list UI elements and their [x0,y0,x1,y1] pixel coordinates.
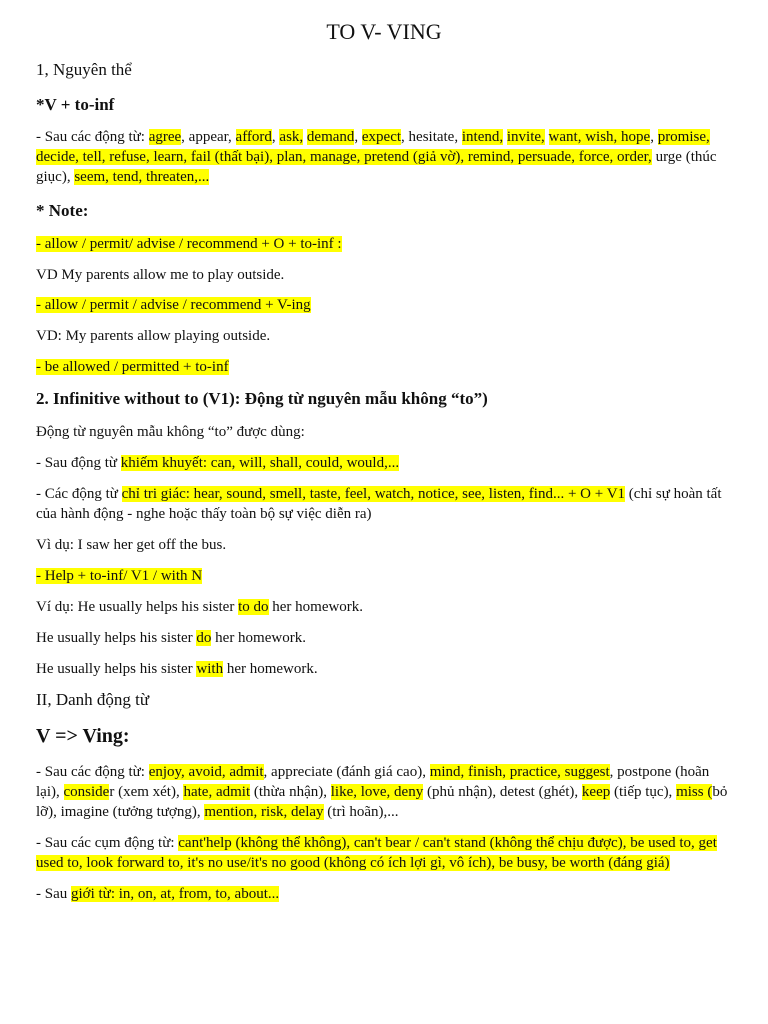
highlighted-text-run: intend, [461,129,504,145]
section-2-heading: 2. Infinitive without to (V1): Động từ nguyên mẫu không “to”) [36,389,488,408]
example-allow-to-inf: VD My parents allow me to play outside. [36,267,285,283]
help-example-to-do [36,597,728,617]
highlighted-text-run: hate, admit [183,784,251,800]
highlighted-text-run: chỉ tri giác: hear, sound, smell, taste, feel, watch, notice, see, listen, find... + O + V1 [121,486,626,502]
gerund-verbs-paragraph [36,762,728,822]
highlighted-text-run: seem, tend, threaten,... [74,169,210,185]
text-run: urge (thúc giục), [36,149,717,185]
modal-verbs-list: khiếm khuyết: can, will, shall, could, would,... [120,455,400,471]
highlighted-text-run: conside [63,784,110,800]
example-saw-her: Vì dụ: I saw her get off the bus. [36,537,227,553]
text-run: , [354,129,362,145]
help-example-highlight: to do [238,599,269,615]
text-run: (trì hoãn),... [323,804,399,820]
text-run: - Sau các động từ: [36,129,149,145]
modal-verbs-line [36,453,728,473]
highlighted-text-run: ask, [279,129,304,145]
note-rule-allow-to-inf-text: - allow / permit/ advise / recommend + O + to-inf : [36,236,342,252]
perception-verbs-paragraph [36,484,728,524]
help-rule [36,566,728,586]
text-run: r (xem xét), [109,784,184,800]
preposition-list: giới từ: in, on, at, from, to, about... [71,886,280,902]
highlighted-text-run: demand [306,129,355,145]
text-run: , postpone (hoãn lại), [36,764,710,800]
highlighted-text-run: afford [235,129,272,145]
help-example-do [36,628,728,648]
text-run [545,129,549,145]
text-run: , appear, [181,129,236,145]
gerund-phrases-paragraph [36,833,728,873]
help-example-post: her homework. [268,599,364,615]
text-run: (chỉ sự hoàn tất của hành động - nghe hoặc thấy toàn bộ sự việc diễn ra) [36,486,722,522]
highlighted-text-run: cant'help (không thể không), can't bear / can't stand (không thể chịu được), be used to, get used to, look forward to, it's no use/it's no good (không có ích lợi gì, vô ích), be busy, be worth (đáng giá) [36,835,717,871]
help-example-highlight: do [196,630,212,646]
text-run: (phủ nhận), detest (ghét), [423,784,582,800]
section-2-intro: Động từ nguyên mẫu không “to” được dùng: [36,424,305,440]
text-run: (tiếp tục), [610,784,677,800]
highlighted-text-run: invite, [506,129,545,145]
highlighted-text-run: enjoy, avoid, admit [148,764,264,780]
example-allow-ving: VD: My parents allow playing outside. [36,328,271,344]
highlighted-text-run: mind, finish, practice, suggest [429,764,610,780]
section-3-subheading: V => Ving: [36,725,130,747]
note-rule-be-allowed [36,357,728,377]
modal-verbs-prefix: - Sau động từ [36,455,121,471]
help-example-pre: He usually helps his sister [36,630,197,646]
text-run: , appreciate (đánh giá cao), [263,764,430,780]
section-3-heading: II, Danh động từ [36,690,150,709]
highlighted-text-run: want, wish, hope [548,129,651,145]
highlighted-text-run: expect [361,129,402,145]
section-1-heading: 1, Nguyên thể [36,60,132,79]
help-example-post: her homework. [223,661,318,677]
text-run: (thừa nhận), [250,784,331,800]
highlighted-text-run: promise, decide, tell, refuse, learn, fail (thất bại), plan, manage, pretend (giả vờ), remind, persuade, force, order, [36,129,710,165]
text-run: , [271,129,280,145]
section-1-subheading: *V + to-inf [36,95,115,114]
highlighted-text-run: like, love, deny [330,784,424,800]
highlighted-text-run: agree [148,129,182,145]
help-example-highlight: with [196,661,224,677]
help-example-pre: He usually helps his sister [36,661,197,677]
text-run: - Các động từ [36,486,122,502]
note-rule-allow-ving-text: - allow / permit / advise / recommend + V-ing [36,297,311,313]
text-run: bỏ lỡ), imagine (tưởng tượng), [36,784,728,820]
help-example-with [36,659,728,679]
page-title: TO V- VING [326,19,442,44]
highlighted-text-run: mention, risk, delay [204,804,324,820]
preposition-line [36,884,728,904]
text-run: , [650,129,658,145]
note-heading: * Note: [36,201,89,220]
highlighted-text-run: miss ( [676,784,713,800]
preposition-prefix: - Sau [36,886,71,902]
text-run: - Sau các động từ: [36,764,149,780]
highlighted-text-run: keep [581,784,611,800]
text-run: - Sau các cụm động từ: [36,835,179,851]
note-rule-allow-to-inf [36,234,728,254]
note-rule-be-allowed-text: - be allowed / permitted + to-inf [36,359,229,375]
help-example-post: her homework. [211,630,306,646]
help-example-pre: Ví dụ: He usually helps his sister [36,599,239,615]
help-rule-text: - Help + to-inf/ V1 / with N [36,568,203,584]
to-inf-verbs-paragraph [36,127,728,187]
note-rule-allow-ving [36,295,728,315]
text-run: , hesitate, [401,129,462,145]
